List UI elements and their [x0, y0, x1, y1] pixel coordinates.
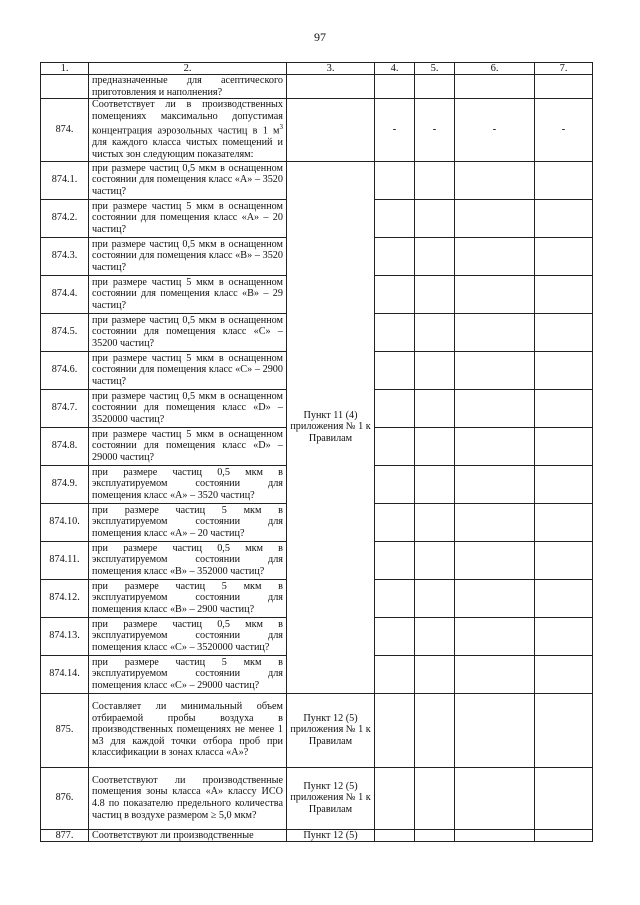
row-cell-5: [415, 389, 455, 427]
row-cell-7: [535, 389, 593, 427]
row-cell-5: [415, 313, 455, 351]
row-cell-6: [455, 161, 535, 199]
row-cell-6: [455, 767, 535, 829]
row-question: при размере частиц 5 мкм в оснащенном состоянии для помещения класс «А» – 20 частиц?: [89, 199, 287, 237]
row-cell-5: [415, 617, 455, 655]
row-cell-7: [535, 767, 593, 829]
row-question: при размере частиц 5 мкм в оснащенном состоянии для помещения класс «В» – 29 частиц?: [89, 275, 287, 313]
row-number: 876.: [41, 767, 89, 829]
row-cell-6: [455, 427, 535, 465]
row-cell-4: [375, 617, 415, 655]
row-question: при размере частиц 0,5 мкм в оснащенном состоянии для помещения класс «А» – 3520 частиц?: [89, 161, 287, 199]
row-cell-7: [535, 199, 593, 237]
row-cell-4: [375, 75, 415, 99]
row-question: при размере частиц 0,5 мкм в эксплуатируемом состоянии для помещения класс «С» – 3520000 частиц?: [89, 617, 287, 655]
row-question: при размере частиц 5 мкм в эксплуатируемом состоянии для помещения класс «В» – 2900 частиц?: [89, 579, 287, 617]
checklist-table: [40, 62, 593, 842]
row-question: при размере частиц 5 мкм в эксплуатируемом состоянии для помещения класс «А» – 20 частиц?: [89, 503, 287, 541]
row-cell-5: [415, 693, 455, 767]
row-number: 874.5.: [41, 313, 89, 351]
row-cell-7: [535, 237, 593, 275]
table-row: [41, 767, 593, 829]
row-cell-4: [375, 237, 415, 275]
row-cell-5: [415, 427, 455, 465]
row-number: [41, 75, 89, 99]
row-cell-5: [415, 579, 455, 617]
row-cell-6: [455, 829, 535, 842]
row-cell-6: [455, 693, 535, 767]
row-cell-6: [455, 503, 535, 541]
row-cell-5: [415, 503, 455, 541]
row-cell-7: [535, 161, 593, 199]
row-cell-4: [375, 767, 415, 829]
row-number: 874.4.: [41, 275, 89, 313]
table-row: [41, 829, 593, 842]
not-applicable-mark: -: [375, 99, 415, 161]
col-header-4: 4.: [375, 63, 415, 75]
table-row: [41, 693, 593, 767]
row-cell-4: [375, 465, 415, 503]
row-reference: Пункт 12 (5) приложения № 1 к Правилам: [287, 767, 375, 829]
row-number: 874.1.: [41, 161, 89, 199]
row-cell-5: [415, 275, 455, 313]
row-cell-6: [455, 199, 535, 237]
row-number: 874.2.: [41, 199, 89, 237]
row-question: Соответствуют ли производственные помещения зоны класса «А» классу ИСО 4.8 по показателю предельного количества частиц в воздухе размером ≥ 5,0 мкм?: [89, 767, 287, 829]
row-question: предназначенные для асептического приготовления и наполнения?: [89, 75, 287, 99]
row-cell-4: [375, 693, 415, 767]
row-cell-4: [375, 351, 415, 389]
row-cell-5: [415, 199, 455, 237]
row-number: 874.10.: [41, 503, 89, 541]
row-number: 877.: [41, 829, 89, 842]
row-number: 874.3.: [41, 237, 89, 275]
row-cell-7: [535, 427, 593, 465]
row-cell-4: [375, 655, 415, 693]
table-row: [41, 161, 593, 199]
row-cell-4: [375, 427, 415, 465]
row-cell-5: [415, 161, 455, 199]
header-row: [41, 63, 593, 75]
row-number: 874.6.: [41, 351, 89, 389]
row-cell-5: [415, 237, 455, 275]
row-number: 874.11.: [41, 541, 89, 579]
row-question: Соответствуют ли производственные: [89, 829, 287, 842]
row-number: 875.: [41, 693, 89, 767]
row-number: 874.8.: [41, 427, 89, 465]
row-cell-5: [415, 465, 455, 503]
row-cell-4: [375, 389, 415, 427]
row-question: при размере частиц 5 мкм в оснащенном состоянии для помещения класс «D» – 29000 частиц?: [89, 427, 287, 465]
row-question: при размере частиц 5 мкм в оснащенном состоянии для помещения класс «С» – 2900 частиц?: [89, 351, 287, 389]
row-cell-4: [375, 829, 415, 842]
not-applicable-mark: -: [415, 99, 455, 161]
merged-reference-874: Пункт 11 (4) приложения № 1 к Правилам: [287, 161, 375, 693]
col-header-3: 3.: [287, 63, 375, 75]
col-header-1: 1.: [41, 63, 89, 75]
row-cell-7: [535, 541, 593, 579]
row-cell-6: [455, 655, 535, 693]
row-cell-5: [415, 351, 455, 389]
row-cell-6: [455, 541, 535, 579]
col-header-2: 2.: [89, 63, 287, 75]
row-cell-5: [415, 767, 455, 829]
row-cell-5: [415, 829, 455, 842]
row-reference: [287, 75, 375, 99]
row-number: 874.: [41, 99, 89, 161]
row-cell-4: [375, 541, 415, 579]
row-cell-6: [455, 75, 535, 99]
row-reference: Пункт 12 (5): [287, 829, 375, 842]
row-cell-7: [535, 313, 593, 351]
row-cell-6: [455, 351, 535, 389]
row-cell-6: [455, 275, 535, 313]
row-cell-6: [455, 617, 535, 655]
row-cell-4: [375, 161, 415, 199]
col-header-6: 6.: [455, 63, 535, 75]
row-cell-7: [535, 579, 593, 617]
row-cell-6: [455, 313, 535, 351]
row-number: 874.9.: [41, 465, 89, 503]
row-cell-4: [375, 579, 415, 617]
table-row: [41, 75, 593, 99]
row-question: при размере частиц 0,5 мкм в оснащенном состоянии для помещения класс «D» – 3520000 частиц?: [89, 389, 287, 427]
not-applicable-mark: -: [455, 99, 535, 161]
row-cell-7: [535, 693, 593, 767]
row-cell-6: [455, 389, 535, 427]
row-cell-6: [455, 579, 535, 617]
row-question: при размере частиц 0,5 мкм в эксплуатируемом состоянии для помещения класс «В» – 352000 частиц?: [89, 541, 287, 579]
row-question: при размере частиц 0,5 мкм в эксплуатируемом состоянии для помещения класс «А» – 3520 частиц?: [89, 465, 287, 503]
page-number: 97: [314, 30, 326, 44]
row-cell-4: [375, 313, 415, 351]
row-cell-4: [375, 199, 415, 237]
row-question: при размере частиц 0,5 мкм в оснащенном состоянии для помещения класс «С» – 35200 частиц?: [89, 313, 287, 351]
not-applicable-mark: -: [535, 99, 593, 161]
row-cell-6: [455, 237, 535, 275]
row-question: Составляет ли минимальный объем отбираемой пробы воздуха в производственных помещениях не менее 1 м3 для каждой точки отбора проб при классификации в зонах класса «А»?: [89, 693, 287, 767]
row-question: при размере частиц 0,5 мкм в оснащенном состоянии для помещения класс «В» – 3520 частиц?: [89, 237, 287, 275]
row-cell-7: [535, 75, 593, 99]
row-question: Соответствует ли в производственных помещениях максимально допустимая концентрация аэрозольных частиц в 1 $м^3$ для каждого класса чистых помещений и чистых зон следующим показателям:: [89, 99, 287, 161]
row-cell-7: [535, 275, 593, 313]
row-number: 874.12.: [41, 579, 89, 617]
row-cell-7: [535, 465, 593, 503]
row-cell-7: [535, 351, 593, 389]
row-reference: [287, 99, 375, 161]
row-cell-7: [535, 503, 593, 541]
row-cell-4: [375, 275, 415, 313]
row-cell-5: [415, 75, 455, 99]
table-row: [41, 99, 593, 161]
row-cell-7: [535, 655, 593, 693]
row-cell-5: [415, 541, 455, 579]
row-cell-7: [535, 617, 593, 655]
row-number: 874.13.: [41, 617, 89, 655]
row-number: 874.14.: [41, 655, 89, 693]
row-cell-7: [535, 829, 593, 842]
col-header-7: 7.: [535, 63, 593, 75]
row-reference: Пункт 12 (5) приложения № 1 к Правилам: [287, 693, 375, 767]
row-cell-4: [375, 503, 415, 541]
row-cell-5: [415, 655, 455, 693]
row-cell-6: [455, 465, 535, 503]
col-header-5: 5.: [415, 63, 455, 75]
row-question: при размере частиц 5 мкм в эксплуатируемом состоянии для помещения класс «С» – 29000 частиц?: [89, 655, 287, 693]
row-number: 874.7.: [41, 389, 89, 427]
